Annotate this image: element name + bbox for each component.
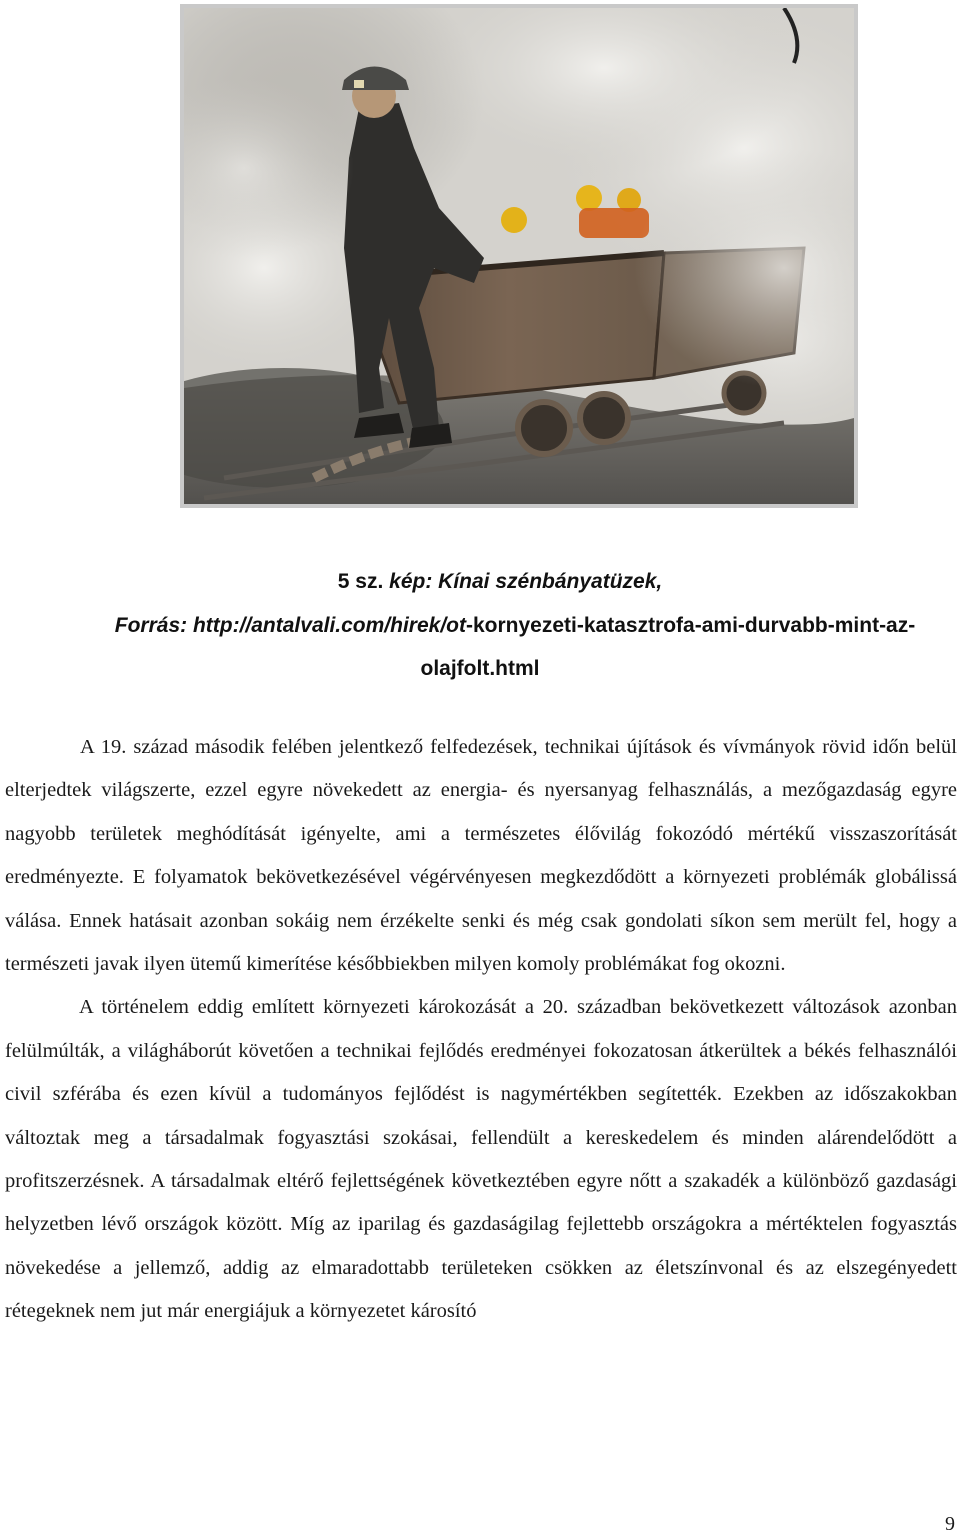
- body-text: [5, 726, 957, 1334]
- page-number: 9: [945, 1513, 955, 1535]
- figure-photo: [180, 4, 858, 508]
- figure-caption-title: 5 sz. kép: Kínai szénbányatüzek,: [337, 570, 663, 593]
- paragraph-2: A történelem eddig említett környezeti károkozását a 20. században bekövetkezett változások azonban felülmúlták, a világháborút követően a technikai fejlődés eredményei fokozatosan átkerültek a békés felhasználói civil szférába és ezen kívül a tudományos fejlődést is nagymértékben segítették. Ezekben az időszakokban változtak meg a társadalmak fogyasztási szokásai, fellendült a kereskedelem és minden alárendelődött a profitszerzésnek. A társadalmak eltérő fejlettségének következtében egyre nőtt a szakadék a különböző gazdasági helyzetben lévő országok között. Míg az iparilag és gazdaságilag fejlettebb országokra a mértéktelen fogyasztás növekedése a jellemző, addig az elmaradottabb területeken csökken az életszínvonal és az elszegényedett rétegeknek nem jut már energiájuk a környezetet károsító: [5, 996, 957, 1323]
- paragraph-1: A 19. század második felében jelentkező felfedezések, technikai újítások és vívmányok rövid időn belül elterjedtek világszerte, ezzel egyre növekedett az energia- és nyersanyag felhasználás, a mezőgazdaság egyre nagyobb területek meghódítását igényelte, ami a természetes élővilág fokozódó mértékű visszaszorítását eredményezte. E folyamatok bekövetkezésével végérvényesen megkezdődött a környezeti problémák globálissá válása. Ennek hatásait azonban sokáig nem érzékelte senki és még csak gondolati síkon sem merült fel, hogy a természeti javak ilyen ütemű kimerítése későbbiekben milyen komoly problémákat fog okozni.: [5, 736, 957, 976]
- figure-caption-source: Forrás: http://antalvali.com/hirek/ot-kornyezeti-katasztrofa-ami-durvabb-mint-az-: [114, 614, 916, 637]
- coal-mine-fire-photo: [184, 8, 854, 504]
- figure-caption-source-end: olajfolt.html: [420, 657, 540, 680]
